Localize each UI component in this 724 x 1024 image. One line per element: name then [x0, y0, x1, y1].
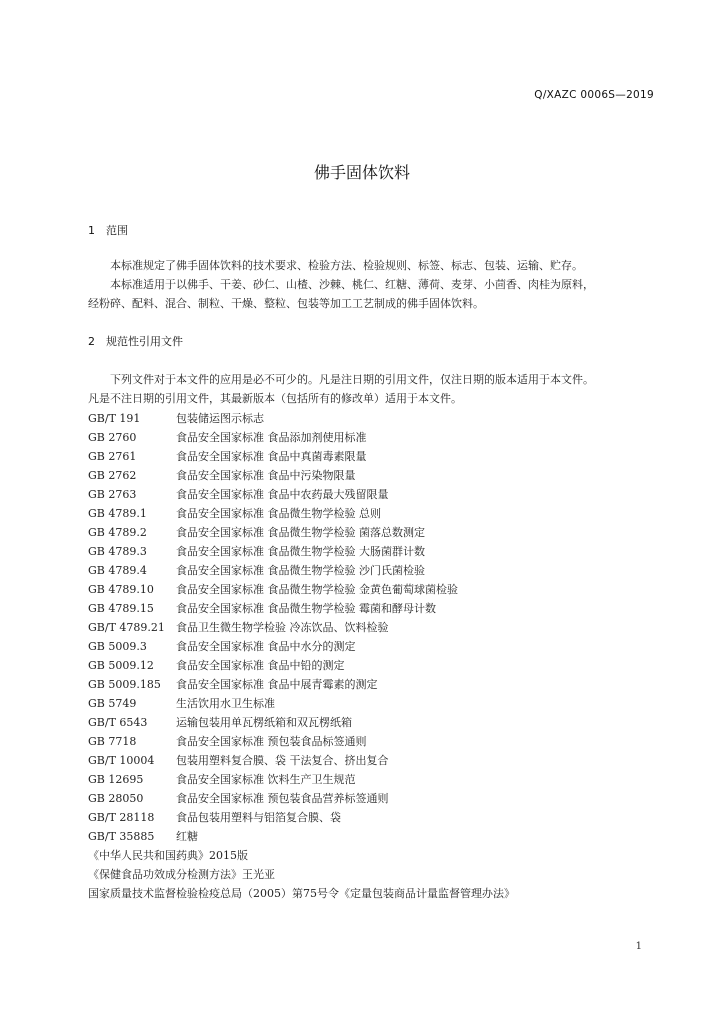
section-2-number: 2 [88, 335, 95, 348]
reference-code: GB 4789.3 [88, 545, 147, 558]
section-2-intro [88, 370, 658, 408]
reference-title: 食品安全国家标准 食品中污染物限量 [176, 469, 356, 482]
reference-item [88, 599, 658, 618]
reference-code: GB 5009.3 [88, 640, 147, 653]
reference-code: GB 7718 [88, 735, 137, 748]
reference-title: 红糖 [176, 830, 198, 843]
reference-code: GB 2762 [88, 469, 137, 482]
extra-reference: 《中华人民共和国药典》2015版 [88, 849, 248, 862]
reference-code: GB/T 4789.21 [88, 621, 165, 634]
reference-title: 食品安全国家标准 食品微生物学检验 霉菌和酵母计数 [176, 602, 436, 615]
reference-item [88, 504, 658, 523]
reference-item [88, 428, 658, 447]
references-intro-line-2: 凡是不注日期的引用文件，其最新版本（包括所有的修改单）适用于本文件。 [88, 392, 462, 405]
reference-code: GB/T 10004 [88, 754, 155, 767]
reference-code: GB 5009.185 [88, 678, 161, 691]
reference-item [88, 827, 658, 846]
reference-item [88, 580, 658, 599]
reference-code: GB 2761 [88, 450, 137, 463]
reference-code: GB 4789.1 [88, 507, 147, 520]
reference-code: GB/T 6543 [88, 716, 148, 729]
reference-title: 食品安全国家标准 饮料生产卫生规范 [176, 773, 356, 786]
scope-paragraph-2-line-2: 经粉碎、配料、混合、制粒、干燥、整粒、包装等加工工艺制成的佛手固体饮料。 [88, 297, 484, 310]
reference-item [88, 523, 658, 542]
reference-code: GB 4789.15 [88, 602, 154, 615]
reference-item [88, 466, 658, 485]
reference-item [88, 770, 658, 789]
reference-code: GB 28050 [88, 792, 144, 805]
reference-item [88, 637, 658, 656]
extra-reference: 国家质量技术监督检验检疫总局（2005）第75号令《定量包装商品计量监督管理办法》 [88, 887, 515, 900]
references-intro-line-1: 下列文件对于本文件的应用是必不可少的。凡是注日期的引用文件，仅注日期的版本适用于本文件。 [110, 373, 594, 386]
reference-item [88, 618, 658, 637]
reference-title: 生活饮用水卫生标准 [176, 697, 275, 710]
reference-title: 包装储运图示标志 [176, 412, 264, 425]
section-1-title: 范围 [106, 224, 128, 237]
reference-title: 食品卫生微生物学检验 冷冻饮品、饮料检验 [176, 621, 389, 634]
reference-title: 食品安全国家标准 食品中水分的测定 [176, 640, 356, 653]
reference-code: GB 4789.2 [88, 526, 147, 539]
reference-title: 运输包装用单瓦楞纸箱和双瓦楞纸箱 [176, 716, 352, 729]
document-title: 佛手固体饮料 [313, 163, 410, 182]
reference-item [88, 675, 658, 694]
reference-item [88, 656, 658, 675]
extra-reference: 《保健食品功效成分检测方法》王光亚 [88, 868, 275, 881]
reference-code: GB/T 35885 [88, 830, 155, 843]
reference-title: 食品安全国家标准 食品微生物学检验 大肠菌群计数 [176, 545, 425, 558]
reference-title: 食品安全国家标准 食品中真菌毒素限量 [176, 450, 367, 463]
reference-title: 食品安全国家标准 食品中展青霉素的测定 [176, 678, 378, 691]
reference-title: 食品安全国家标准 预包装食品营养标签通则 [176, 792, 389, 805]
reference-title: 食品包装用塑料与铝箔复合膜、袋 [176, 811, 341, 824]
reference-item [88, 409, 658, 428]
reference-item [88, 542, 658, 561]
reference-code: GB 12695 [88, 773, 144, 786]
section-1-heading [88, 222, 128, 238]
section-2-title: 规范性引用文件 [106, 335, 183, 348]
reference-code: GB 4789.10 [88, 583, 154, 596]
reference-title: 食品安全国家标准 食品微生物学检验 金黄色葡萄球菌检验 [176, 583, 458, 596]
reference-list [88, 409, 658, 903]
scope-paragraph-1: 本标准规定了佛手固体饮料的技术要求、检验方法、检验规则、标签、标志、包装、运输、贮存。 [110, 259, 583, 272]
reference-title: 食品安全国家标准 食品中铅的测定 [176, 659, 345, 672]
reference-title: 食品安全国家标准 预包装食品标签通则 [176, 735, 367, 748]
reference-code: GB 5749 [88, 697, 137, 710]
reference-title: 包装用塑料复合膜、袋 干法复合、挤出复合 [176, 754, 389, 767]
page-number: 1 [635, 941, 642, 952]
reference-item [88, 808, 658, 827]
reference-code: GB/T 191 [88, 412, 141, 425]
reference-item [88, 713, 658, 732]
reference-item [88, 561, 658, 580]
section-2-heading [88, 333, 183, 349]
reference-code: GB/T 28118 [88, 811, 155, 824]
reference-title: 食品安全国家标准 食品微生物学检验 沙门氏菌检验 [176, 564, 425, 577]
section-1-number: 1 [88, 224, 95, 237]
reference-item [88, 732, 658, 751]
reference-title: 食品安全国家标准 食品添加剂使用标准 [176, 431, 367, 444]
reference-item [88, 751, 658, 770]
scope-paragraph-2-line-1: 本标准适用于以佛手、干姜、砂仁、山楂、沙棘、桃仁、红糖、薄荷、麦芽、小茴香、肉桂为原料， [110, 278, 594, 291]
document-code: Q/XAZC 0006S—2019 [534, 89, 654, 101]
reference-title: 食品安全国家标准 食品微生物学检验 总则 [176, 507, 381, 520]
reference-code: GB 5009.12 [88, 659, 154, 672]
reference-item [88, 694, 658, 713]
reference-title: 食品安全国家标准 食品中农药最大残留限量 [176, 488, 389, 501]
reference-item [88, 485, 658, 504]
section-1-body [88, 256, 658, 313]
reference-code: GB 2763 [88, 488, 137, 501]
reference-title: 食品安全国家标准 食品微生物学检验 菌落总数测定 [176, 526, 425, 539]
reference-code: GB 4789.4 [88, 564, 147, 577]
reference-item [88, 789, 658, 808]
reference-item [88, 447, 658, 466]
reference-code: GB 2760 [88, 431, 137, 444]
